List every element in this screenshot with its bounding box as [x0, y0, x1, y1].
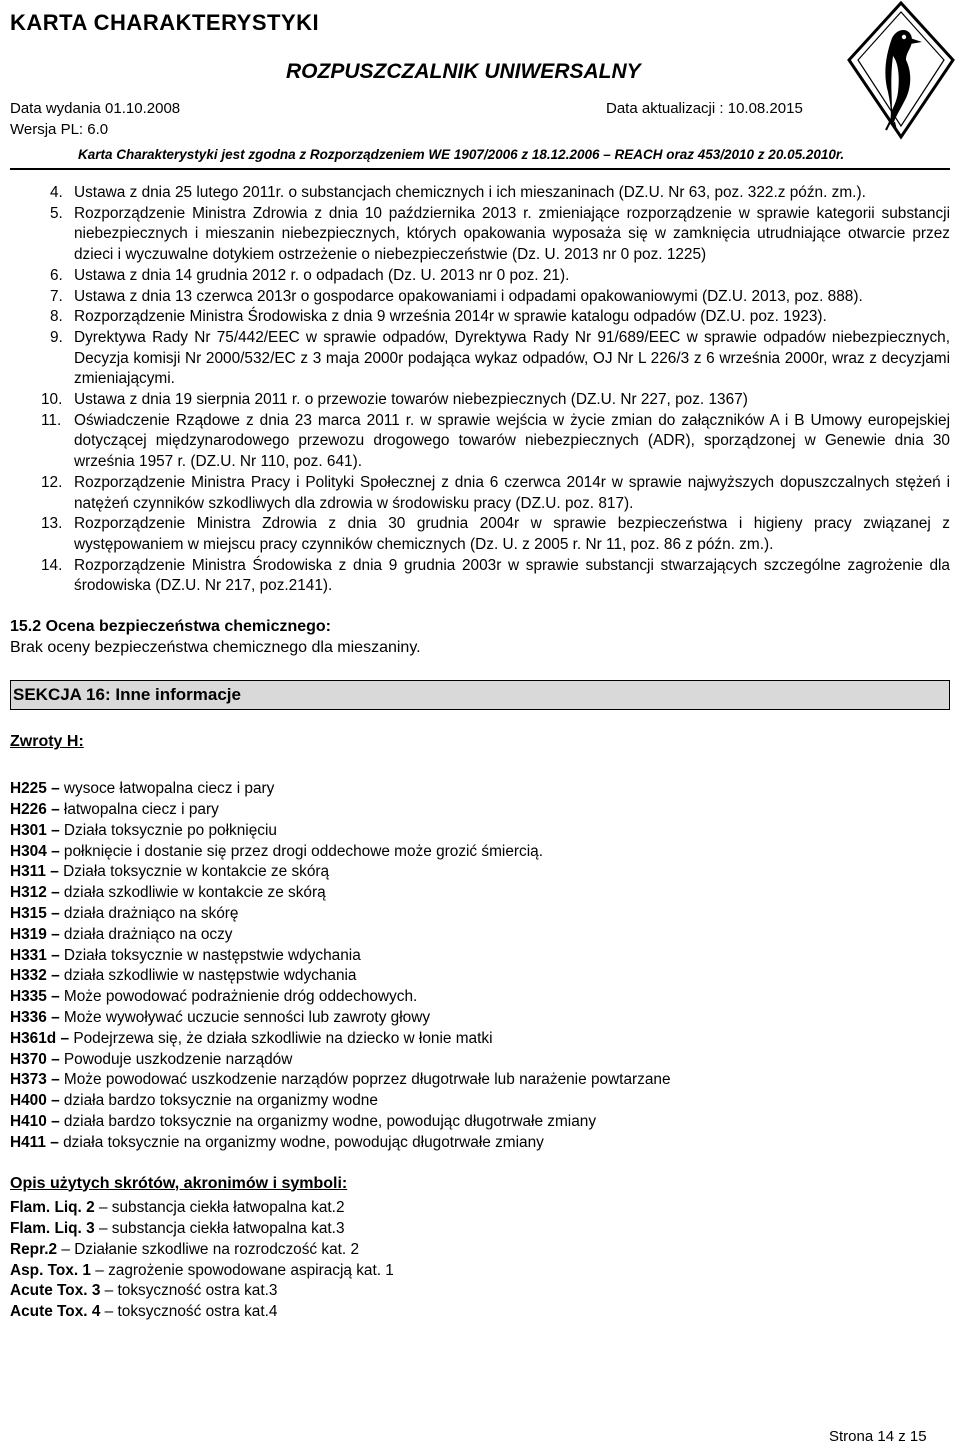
section-15-2-heading: 15.2 Ocena bezpieczeństwa chemicznego:	[10, 618, 332, 636]
section-16-header: SEKCJA 16: Inne informacje	[10, 680, 950, 710]
list-item: Flam. Liq. 3 – substancja ciekła łatwopalna kat.3	[10, 1220, 345, 1238]
list-item: H301 – Działa toksycznie po połknięciu	[10, 821, 277, 839]
list-item: 4. Ustawa z dnia 25 lutego 2011r. o substancjach chemicznych i ich mieszaninach (DZ.U. Nr 63, poz. 322.z późn. zm.).	[50, 184, 866, 201]
list-item: Flam. Liq. 2 – substancja ciekła łatwopalna kat.2	[10, 1199, 345, 1217]
document-title: KARTA CHARAKTERYSTYKI	[10, 10, 320, 35]
h-statements-list	[10, 779, 950, 1153]
bird-logo-icon	[846, 0, 956, 140]
list-item: Asp. Tox. 1 – zagrożenie spowodowane aspiracją kat. 1	[10, 1261, 394, 1279]
list-item: H335 – Może powodować podrażnienie dróg oddechowych.	[10, 988, 418, 1006]
h-statements-heading: Zwroty H:	[10, 733, 84, 751]
abbreviations-list	[10, 1198, 950, 1323]
list-item: H361d – Podejrzewa się, że działa szkodliwie na dziecko w łonie matki	[10, 1029, 493, 1047]
list-item: Repr.2 – Działanie szkodliwe na rozrodczość kat. 2	[10, 1240, 360, 1258]
header-divider	[10, 168, 950, 170]
list-item: 8. Rozporządzenie Ministra Środowiska z dnia 9 września 2014r w sprawie katalogu odpadów (DZ.U. poz. 1923).	[50, 308, 827, 326]
product-name: ROZPUSZCZALNIK UNIWERSALNY	[286, 60, 641, 83]
section-15-2-text: Brak oceny bezpieczeństwa chemicznego dla mieszaniny.	[10, 638, 421, 656]
abbreviations-heading: Opis użytych skrótów, akronimów i symboli:	[10, 1174, 348, 1192]
list-item: H400 – działa bardzo toksycznie na organizmy wodne	[10, 1092, 378, 1110]
compliance-note: Karta Charakterystyki jest zgodna z Rozporządzeniem WE 1907/2006 z 18.12.2006 – REACH oraz 453/2010 z 20.05.2010r.	[78, 147, 845, 162]
list-item: 6. Ustawa z dnia 14 grudnia 2012 r. o odpadach (Dz. U. 2013 nr 0 poz. 21).	[50, 266, 570, 284]
list-item: 11. Oświadczenie Rządowe z dnia 23 marca 2011 r. w sprawie wejścia w życie zmian do załączników A i B Umowy europejskiej dotyczącej międzynarodowego przewozu drogowego towarów niebezpiecznych (ADR), sporządzonej w Genewie dnia 30 września 1957 r. (DZ.U. Nr 110, poz. 641).	[41, 411, 950, 471]
list-item: 9. Dyrektywa Rady Nr 75/442/EEC w sprawie odpadów, Dyrektywa Rady Nr 91/689/EEC w sprawie odpadów niebezpiecznych, Decyzja komisji Nr 2000/532/EC z 3 maja 2000r podająca wykaz odpadów, OJ Nr L 226/3 z 6 września 2000r, wraz z decyzjami zmieniającymi.	[50, 328, 950, 388]
list-item: H315 – działa drażniąco na skórę	[10, 904, 239, 922]
version: Wersja PL: 6.0	[10, 121, 109, 138]
list-item: 5. Rozporządzenie Ministra Zdrowia z dnia 10 października 2013 r. zmieniające rozporządzenie w sprawie kategorii substancji niebezpiecznych i mieszanin niebezpiecznych, których opakowania wyposaża się w zamknięcia utrudniające otwarcie przez dzieci i wyczuwalne dotykiem ostrzeżenie o niebezpieczeństwie (Dz. U. 2013 nr 0 poz. 1225)	[50, 204, 950, 264]
list-item: 7. Ustawa z dnia 13 czerwca 2013r o gospodarce opakowaniami i odpadami opakowaniowymi (DZ.U. 2013, poz. 888).	[50, 287, 863, 305]
page-header	[0, 0, 960, 170]
list-item: 12. Rozporządzenie Ministra Pracy i Polityki Społecznej z dnia 6 czerwca 2014r w sprawie najwyższych dopuszczalnych stężeń i natężeń czynników szkodliwych dla zdrowia w środowisku pracy (DZ.U. poz. 817).	[41, 473, 950, 512]
list-item: 10. Ustawa z dnia 19 sierpnia 2011 r. o przewozie towarów niebezpiecznych (DZ.U. Nr 227, poz. 1367)	[41, 391, 748, 409]
regulations-list	[10, 183, 950, 597]
list-item: H304 – połknięcie i dostanie się przez drogi oddechowe może grozić śmiercią.	[10, 842, 543, 860]
list-item: H319 – działa drażniąco na oczy	[10, 925, 233, 943]
list-item: H225 – wysoce łatwopalna ciecz i pary	[10, 780, 275, 798]
list-item: H311 – Działa toksycznie w kontakcie ze skórą	[10, 863, 330, 881]
list-item: Acute Tox. 3 – toksyczność ostra kat.3	[10, 1282, 278, 1300]
list-item: H331 – Działa toksycznie w następstwie wdychania	[10, 946, 361, 964]
list-item: H410 – działa bardzo toksycznie na organizmy wodne, powodując długotrwałe zmiany	[10, 1112, 597, 1130]
list-item: H411 – działa toksycznie na organizmy wodne, powodując długotrwałe zmiany	[10, 1133, 544, 1151]
list-item: H312 – działa szkodliwie w kontakcie ze skórą	[10, 884, 326, 902]
list-item: H370 – Powoduje uszkodzenie narządów	[10, 1050, 293, 1068]
list-item: 13. Rozporządzenie Ministra Zdrowia z dnia 30 grudnia 2004r w sprawie bezpieczeństwa i higieny pracy związanej z występowaniem w miejscu pracy czynników chemicznych (Dz. U. z 2005 r. Nr 11, poz. 86 z późn. zm.).	[41, 515, 950, 553]
list-item: Acute Tox. 4 – toksyczność ostra kat.4	[10, 1303, 278, 1321]
list-item: H332 – działa szkodliwie w następstwie wdychania	[10, 967, 357, 985]
update-date: Data aktualizacji : 10.08.2015	[606, 100, 803, 117]
list-item: 14. Rozporządzenie Ministra Środowiska z dnia 9 grudnia 2003r w sprawie substancji stwarzających szczególne zagrożenie dla środowiska (DZ.U. Nr 217, poz.2141).	[41, 556, 950, 595]
page-number: Strona 14 z 15	[829, 1428, 927, 1445]
issue-date: Data wydania 01.10.2008	[10, 100, 181, 117]
list-item: H373 – Może powodować uszkodzenie narządów poprzez długotrwałe lub narażenie powtarzane	[10, 1071, 671, 1089]
page-content	[10, 183, 950, 1323]
list-item: H336 – Może wywoływać uczucie senności lub zawroty głowy	[10, 1008, 431, 1026]
list-item: H226 – łatwopalna ciecz i pary	[10, 800, 219, 818]
